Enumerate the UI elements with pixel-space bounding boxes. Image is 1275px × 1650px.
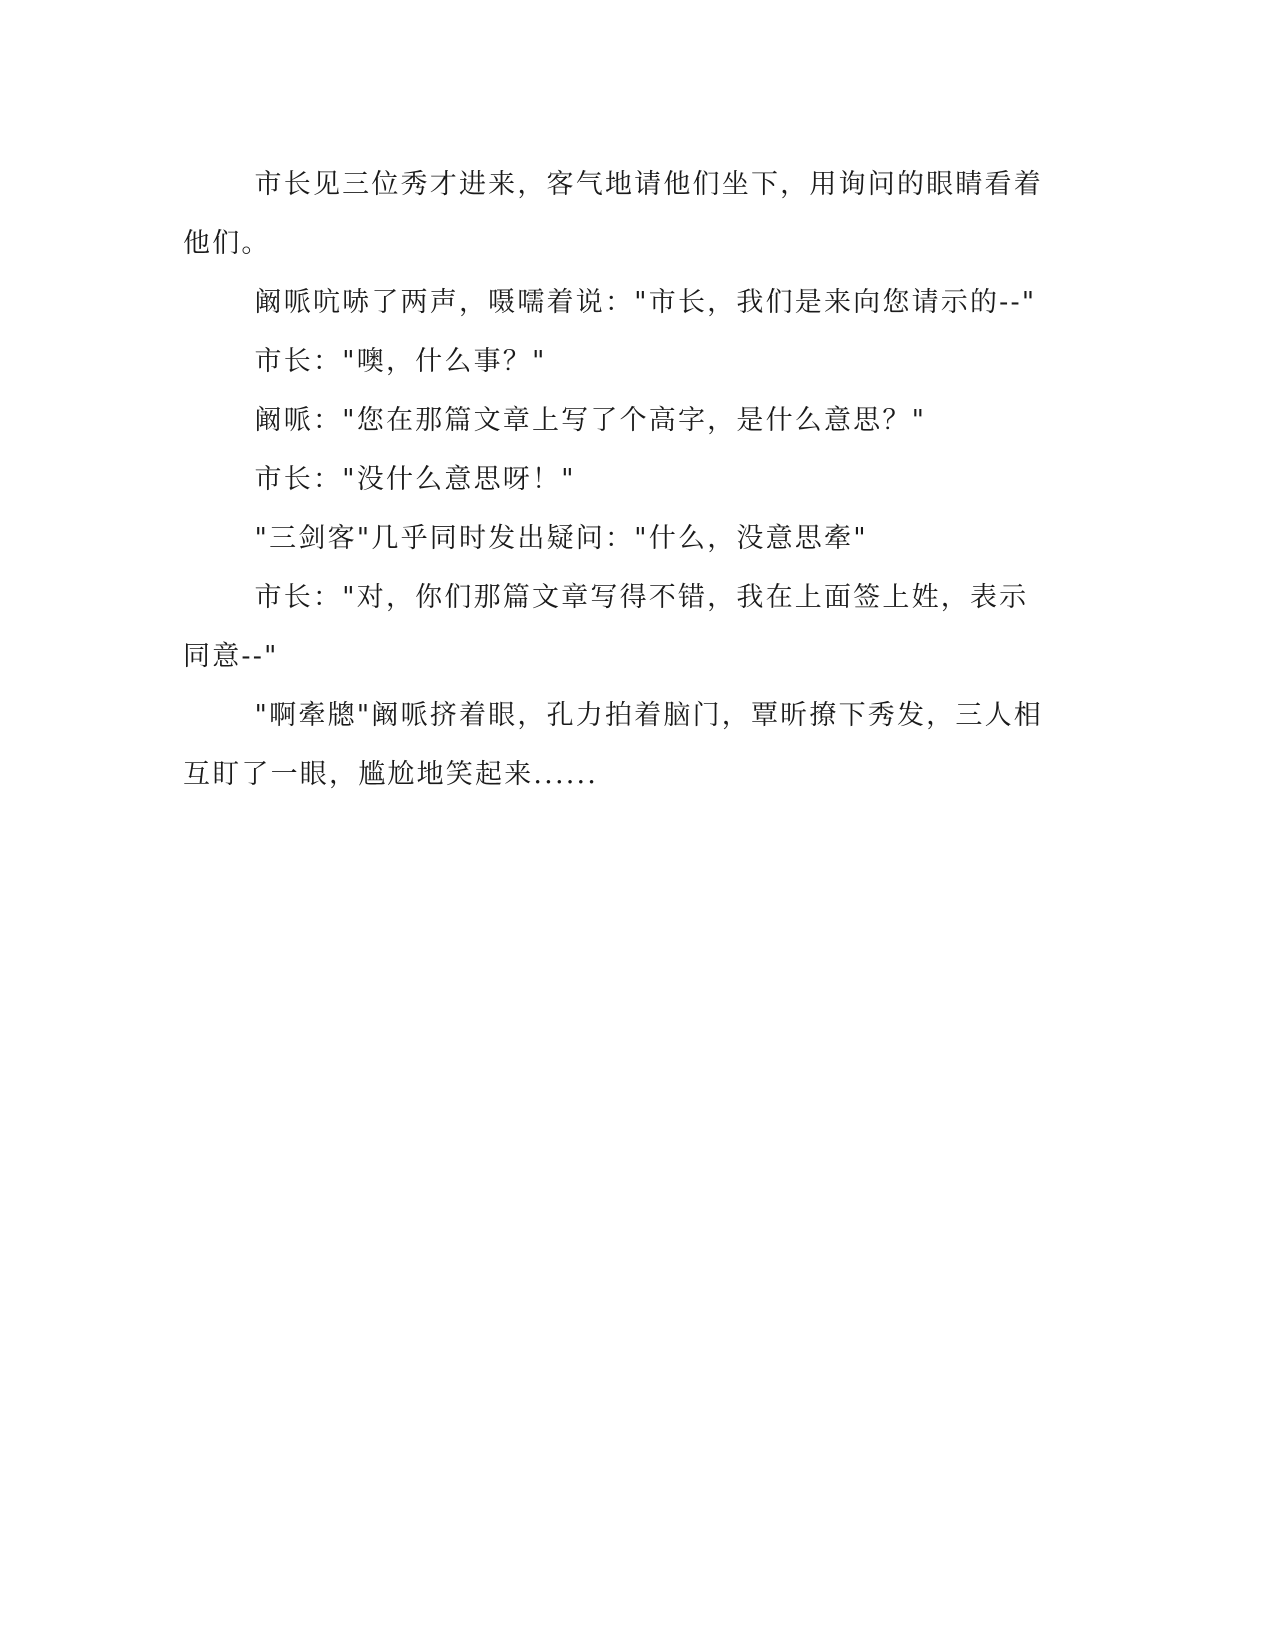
paragraph-mayor-reply: 市长："没什么意思呀！" xyxy=(254,464,576,495)
story-text xyxy=(183,155,1043,804)
paragraph-ending: "啊牽牕"阚哌挤着眼，孔力拍着脑门，覃昕撩下秀发，三人相互盯了一眼，尴尬地笑起来...... xyxy=(183,700,1043,790)
paragraph-mayor-asks: 市长："噢，什么事？" xyxy=(254,346,547,377)
paragraph-mayor-explains: 市长："对，你们那篇文章写得不错，我在上面签上姓，表示同意--" xyxy=(183,582,1029,672)
paragraph-kan-question: 阚哌："您在那篇文章上写了个高字，是什么意思？" xyxy=(254,405,927,436)
paragraph-mayor-greets: 市长见三位秀才进来，客气地请他们坐下，用询问的眼睛看着他们。 xyxy=(183,169,1043,259)
paragraph-three-musketeers: "三剑客"几乎同时发出疑问："什么，没意思牽" xyxy=(254,523,868,554)
paragraph-kan-speaks: 阚哌吭哧了两声，嗫嚅着说："市长，我们是来向您请示的--" xyxy=(254,287,1037,318)
